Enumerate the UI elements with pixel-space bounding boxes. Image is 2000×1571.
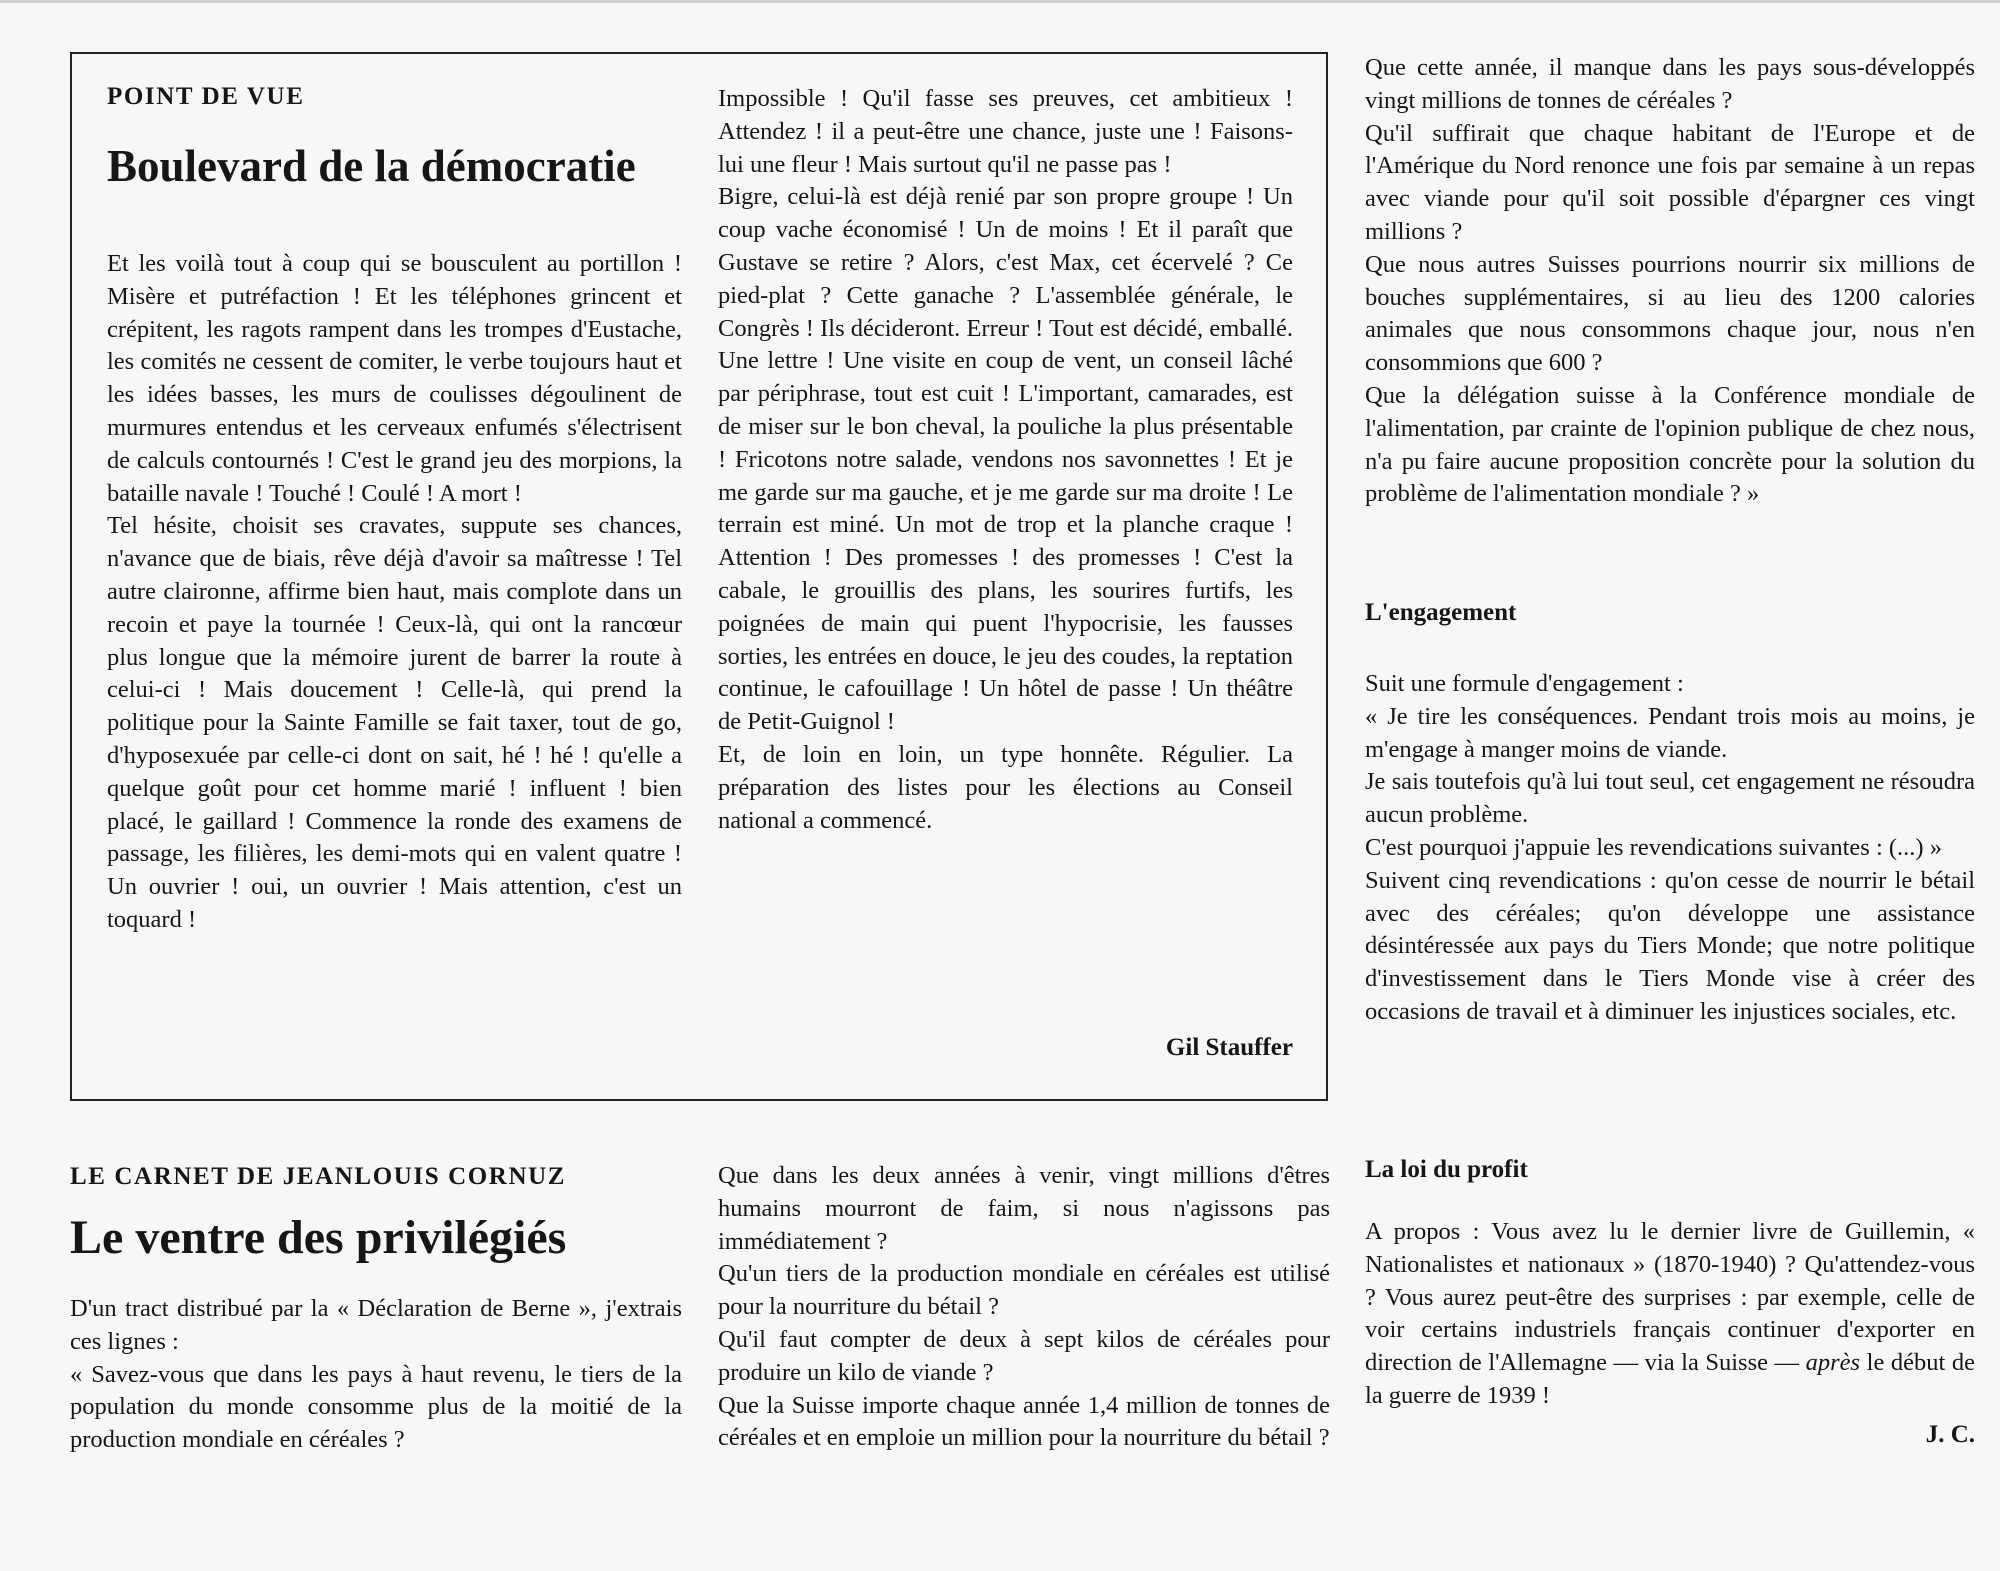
profit-text-after: le début de la guerre de 1939 !: [1365, 1349, 1975, 1409]
article-paragraph: Qu'un tiers de la production mondiale en céréales est utilisé pour la nourriture du bétail ?: [718, 1260, 1330, 1321]
article-paragraph: Que la délégation suisse à la Conférence mondiale de l'alimentation, par crainte de l'opinion publique de chez nous, n'a pu faire aucune proposition concrète pour la solution du problème de l'alimentation mondiale ? »: [1365, 381, 1975, 508]
article-paragraph: C'est pourquoi j'appuie les revendications suivantes : (...) »: [1365, 833, 1942, 861]
profit-text-before: A propos : Vous avez lu le dernier livre de Guillemin, « Nationalistes et nationaux » (1870-1940) ? Qu'attendez-vous ? Vous aurez peut-être des surprises : par exemple, celle de voir certains industriels français continuer d'exporter en direction de l'Allemagne — via la Suisse —: [1365, 1218, 1975, 1377]
article-paragraph: [1365, 1216, 1975, 1413]
profit-section: [1365, 1156, 1975, 1449]
author-initials: J. C.: [1925, 1420, 1975, 1448]
article-paragraph: Que cette année, il manque dans les pays sous-développés vingt millions de tonnes de céréales ?: [1365, 54, 1975, 114]
point-de-vue-kicker: POINT DE VUE: [107, 83, 305, 110]
author-signature: Gil Stauffer: [1165, 1034, 1293, 1061]
article-paragraph: « Savez-vous que dans les pays à haut revenu, le tiers de la population du monde consomme plus de la moitié de la production mondiale en céréales ?: [70, 1360, 682, 1454]
carnet-kicker: LE CARNET DE JEANLOUIS CORNUZ: [70, 1163, 567, 1190]
article-paragraph: Je sais toutefois qu'à lui tout seul, cet engagement ne résoudra aucun problème.: [1365, 768, 1975, 829]
article-paragraph: Qu'il faut compter de deux à sept kilos de céréales pour produire un kilo de viande ?: [718, 1325, 1330, 1386]
article-paragraph: Que dans les deux années à venir, vingt millions d'êtres humains mourront de faim, si nous n'agissons pas immédiatement ?: [718, 1162, 1330, 1255]
article-paragraph: Suivent cinq revendications : qu'on cesse de nourrir le bétail avec des céréales; qu'on développe une assistance désintéressée aux pays du Tiers Monde; que notre politique d'investissement dans le Tiers Monde vise à créer des occasions de travail et à diminuer les injustices sociales, etc.: [1365, 866, 1975, 1025]
article-paragraph: D'un tract distribué par la « Déclaration de Berne », j'extrais ces lignes :: [70, 1295, 682, 1355]
right-column-top: [1365, 52, 1975, 511]
article-paragraph: Et, de loin en loin, un type honnête. Régulier. La préparation des listes pour les élections au Conseil national a commencé.: [718, 740, 1293, 834]
article-paragraph: Bigre, celui-là est déjà renié par son propre groupe ! Un coup vache économisé ! Un de moins ! Et il paraît que Gustave se retire ? Alors, c'est Max, cet écervelé ? Ce pied-plat ? Cette ganache ? L'assemblée générale, le Congrès ! Ils décideront. Erreur ! Tout est décidé, emballé. Une lettre ! Une visite en coup de vent, un conseil lâché par périphrase, tout est cuit ! L'important, camarades, est de miser sur le bon cheval, la pouliche la plus présentable ! Fricotons notre salade, vendons nos savonnettes ! Et je me garde sur ma gauche, et je me garde sur ma droite ! Le terrain est miné. Un mot de trop et la planche craque ! Attention ! Des promesses ! des promesses ! C'est la cabale, le grouillis des plans, les sourires furtifs, les poignées de main qui puent l'hypocrisie, les fausses sorties, les entrées en douce, le jeu des coudes, la reptation continue, le cafouillage ! Un hôtel de passe ! Un théâtre de Petit-Guignol !: [718, 183, 1293, 736]
carnet-header: [70, 1163, 680, 1265]
article-paragraph: Tel hésite, choisit ses cravates, suppute ses chances, n'avance que de biais, rêve déjà d'avoir sa maîtresse ! Tel autre claironne, affirme bien haut, mais complote dans un recoin et paye la tournée ! Ceux-là, qui ont la rancœur plus longue que la mémoire jurent de barrer la route à celui-ci ! Mais doucement ! Celle-là, qui prend la politique pour la Sainte Famille se fait taxer, tout de go, d'hyposexuée par celle-ci dont on sait, hé ! hé ! qu'elle a quelque goût pour cet homme marié ! influent ! bien placé, le gaillard ! Commence la ronde des examens de passage, les filières, les demi-mots qui en valent quatre ! Un ouvrier ! oui, un ouvrier ! Mais attention, c'est un toquard !: [107, 512, 682, 933]
carnet-column-1: [70, 1293, 682, 1457]
article-paragraph: Qu'il suffirait que chaque habitant de l'Europe et de l'Amérique du Nord renonce une fois par semaine à un repas avec viande pour qu'il soit possible d'épargner ces vingt millions ?: [1365, 119, 1975, 245]
scan-edge: [0, 0, 2000, 3]
carnet-headline: Le ventre des privilégiés: [70, 1211, 567, 1264]
point-de-vue-column-1: [107, 248, 682, 937]
point-de-vue-headline: Boulevard de la démocratie: [107, 141, 636, 191]
article-paragraph: Et les voilà tout à coup qui se bousculent au portillon ! Misère et putréfaction ! Et les téléphones grincent et crépitent, les ragots rampent dans les trompes d'Eustache, les comités ne cessent de comiter, le verbe toujours haut et les idées basses, les murs de coulisses dégoulinent de murmures entendus et les cerveaux enfumés s'électrisent de calculs contournés ! C'est le grand jeu des morpions, la bataille navale ! Touché ! Coulé ! A mort !: [107, 250, 682, 507]
engagement-section: [1365, 599, 1975, 1029]
article-paragraph: Suit une formule d'engagement :: [1365, 670, 1684, 697]
article-paragraph: Que la Suisse importe chaque année 1,4 million de tonnes de céréales et en emploie un million pour la nourriture du bétail ?: [718, 1391, 1330, 1452]
profit-heading: La loi du profit: [1365, 1156, 1528, 1183]
article-paragraph: Impossible ! Qu'il fasse ses preuves, cet ambitieux ! Attendez ! il a peut-être une chance, juste une ! Faisons-lui une fleur ! Mais surtout qu'il ne passe pas !: [718, 85, 1293, 178]
point-de-vue-column-2: [718, 83, 1293, 837]
point-de-vue-signature-block: [718, 1034, 1293, 1062]
carnet-column-2: [718, 1160, 1330, 1455]
engagement-heading: L'engagement: [1365, 599, 1517, 626]
article-paragraph: « Je tire les conséquences. Pendant trois mois au moins, je m'engage à manger moins de viande.: [1365, 702, 1975, 763]
profit-text-italic: après: [1805, 1349, 1861, 1377]
article-paragraph: Que nous autres Suisses pourrions nourrir six millions de bouches supplémentaires, si au lieu des 1200 calories animales que nous consommons chaque jour, nous n'en consommions que 600 ?: [1365, 250, 1975, 377]
point-de-vue-header: [107, 83, 682, 192]
